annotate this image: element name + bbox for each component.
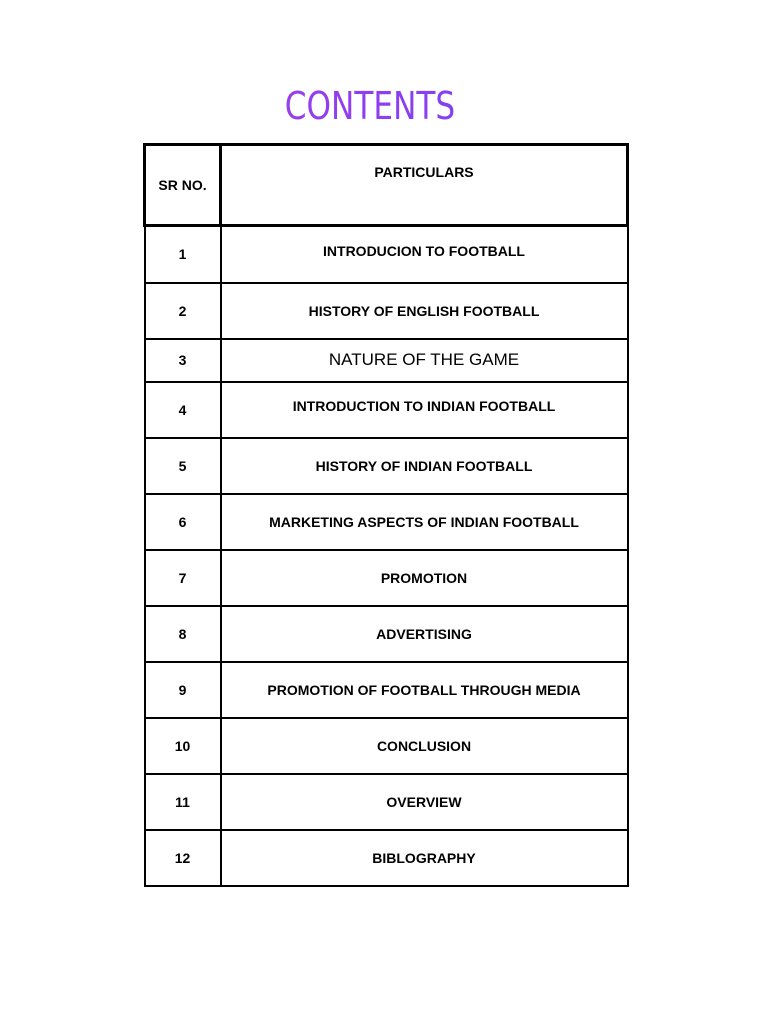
- row-number: 3: [145, 339, 221, 382]
- contents-table: [143, 143, 629, 887]
- row-number: 8: [145, 606, 221, 662]
- row-number: 4: [145, 382, 221, 438]
- table-row: [145, 339, 628, 382]
- table-row: [145, 662, 628, 718]
- row-particular: PROMOTION OF FOOTBALL THROUGH MEDIA: [221, 662, 628, 718]
- page-title: CONTENTS: [67, 84, 674, 128]
- row-number: 2: [145, 283, 221, 339]
- row-number: 12: [145, 830, 221, 886]
- row-particular: HISTORY OF INDIAN FOOTBALL: [221, 438, 628, 494]
- column-header-particulars: PARTICULARS: [221, 145, 628, 226]
- table-header-row: [145, 145, 628, 226]
- row-number: 9: [145, 662, 221, 718]
- column-header-sr-no: SR NO.: [145, 145, 221, 226]
- table-row: [145, 438, 628, 494]
- row-particular: INTRODUCTION TO INDIAN FOOTBALL: [221, 382, 628, 438]
- row-particular: NATURE OF THE GAME: [221, 339, 628, 382]
- table-row: [145, 830, 628, 886]
- table-row: [145, 494, 628, 550]
- row-number: 7: [145, 550, 221, 606]
- row-number: 11: [145, 774, 221, 830]
- row-number: 5: [145, 438, 221, 494]
- row-particular: BIBLOGRAPHY: [221, 830, 628, 886]
- table-row: [145, 606, 628, 662]
- table-row: [145, 382, 628, 438]
- row-particular: INTRODUCION TO FOOTBALL: [221, 226, 628, 283]
- table-row: [145, 283, 628, 339]
- row-number: 10: [145, 718, 221, 774]
- table-row: [145, 718, 628, 774]
- row-particular: PROMOTION: [221, 550, 628, 606]
- table-row: [145, 774, 628, 830]
- row-particular: CONCLUSION: [221, 718, 628, 774]
- row-particular: HISTORY OF ENGLISH FOOTBALL: [221, 283, 628, 339]
- table-row: [145, 226, 628, 283]
- row-particular: ADVERTISING: [221, 606, 628, 662]
- row-number: 6: [145, 494, 221, 550]
- row-number: 1: [145, 226, 221, 283]
- table-row: [145, 550, 628, 606]
- row-particular: OVERVIEW: [221, 774, 628, 830]
- row-particular: MARKETING ASPECTS OF INDIAN FOOTBALL: [221, 494, 628, 550]
